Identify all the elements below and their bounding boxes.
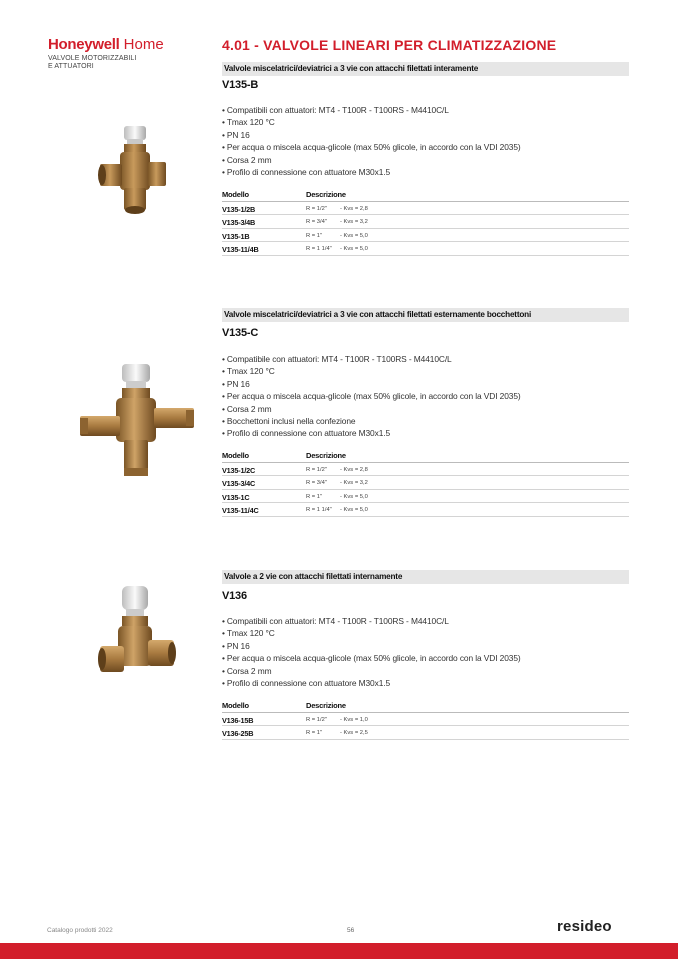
page-title: 4.01 - VALVOLE LINEARI PER CLIMATIZZAZIONE (222, 37, 557, 53)
footer-red-bar (0, 943, 678, 959)
column-header-description: Descrizione (306, 451, 346, 460)
brand-subtitle: VALVOLE MOTORIZZABILI E ATTUATORI (48, 55, 137, 70)
column-header-description: Descrizione (306, 701, 346, 710)
valve-v135c-photo (76, 356, 206, 486)
model-table (222, 190, 629, 256)
feature-item: • Corsa 2 mm (222, 403, 521, 415)
table-row: V135-1/2B R = 1/2" - Kvs = 2,8 (222, 202, 629, 215)
catalog-label: Catalogo prodotti 2022 (47, 927, 113, 934)
product-code: V135-B (222, 79, 259, 91)
feature-item: • Tmax 120 °C (222, 365, 521, 377)
column-header-description: Descrizione (306, 190, 346, 199)
table-row: V136-25B R = 1" - Kvs = 2,5 (222, 726, 629, 739)
feature-item: • Profilo di connessione con attuatore M30x1.5 (222, 427, 521, 439)
model-table (222, 701, 629, 740)
table-row: V135-3/4C R = 3/4" - Kvs = 3,2 (222, 476, 629, 489)
feature-item: • Profilo di connessione con attuatore M30x1.5 (222, 166, 521, 178)
section-title-bar: Valvole miscelatrici/deviatrici a 3 vie con attacchi filettati esternamente bocchettoni (222, 308, 629, 322)
honeywell-home-logo: Honeywell Home (48, 36, 164, 53)
feature-item: • Compatibili con attuatori: MT4 - T100R - T100RS - M4410C/L (222, 104, 521, 116)
section-title-bar: Valvole miscelatrici/deviatrici a 3 vie con attacchi filettati interamente (222, 62, 629, 76)
table-row: V136-15B R = 1/2" - Kvs = 1,0 (222, 713, 629, 726)
column-header-model: Modello (222, 190, 249, 199)
feature-item: • PN 16 (222, 378, 521, 390)
table-header (222, 701, 629, 713)
feature-item: • Corsa 2 mm (222, 154, 521, 166)
brand-block (48, 37, 164, 70)
feature-list (222, 615, 521, 689)
feature-list (222, 353, 521, 440)
feature-item: • PN 16 (222, 129, 521, 141)
page-number: 56 (347, 927, 355, 934)
feature-item: • Bocchettoni inclusi nella confezione (222, 415, 521, 427)
valve-v136-photo (96, 582, 186, 692)
column-header-model: Modello (222, 701, 249, 710)
table-row: V135-11/4B R = 1 1/4" - Kvs = 5,0 (222, 242, 629, 255)
valve-v135b-photo (94, 122, 174, 222)
feature-item: • Compatibili con attuatori: MT4 - T100R - T100RS - M4410C/L (222, 615, 521, 627)
table-row: V135-1C R = 1" - Kvs = 5,0 (222, 490, 629, 503)
table-header (222, 190, 629, 202)
feature-item: • Compatibile con attuatori: MT4 - T100R - T100RS - M4410C/L (222, 353, 521, 365)
product-code: V135-C (222, 327, 259, 339)
table-row: V135-1/2C R = 1/2" - Kvs = 2,8 (222, 463, 629, 476)
table-row: V135-3/4B R = 3/4" - Kvs = 3,2 (222, 215, 629, 228)
feature-item: • Corsa 2 mm (222, 665, 521, 677)
table-row: V135-11/4C R = 1 1/4" - Kvs = 5,0 (222, 503, 629, 516)
feature-item: • Tmax 120 °C (222, 116, 521, 128)
feature-item: • Per acqua o miscela acqua-glicole (max 50% glicole, in accordo con la VDI 2035) (222, 390, 521, 402)
feature-item: • Per acqua o miscela acqua-glicole (max 50% glicole, in accordo con la VDI 2035) (222, 652, 521, 664)
feature-item: • PN 16 (222, 640, 521, 652)
table-header (222, 451, 629, 463)
feature-item: • Tmax 120 °C (222, 627, 521, 639)
feature-list (222, 104, 521, 178)
section-title-bar: Valvole a 2 vie con attacchi filettati internamente (222, 570, 629, 584)
column-header-model: Modello (222, 451, 249, 460)
feature-item: • Profilo di connessione con attuatore M30x1.5 (222, 677, 521, 689)
product-code: V136 (222, 590, 247, 602)
table-row: V135-1B R = 1" - Kvs = 5,0 (222, 229, 629, 242)
resideo-logo: resideo (557, 918, 612, 935)
model-table (222, 451, 629, 517)
feature-item: • Per acqua o miscela acqua-glicole (max 50% glicole, in accordo con la VDI 2035) (222, 141, 521, 153)
